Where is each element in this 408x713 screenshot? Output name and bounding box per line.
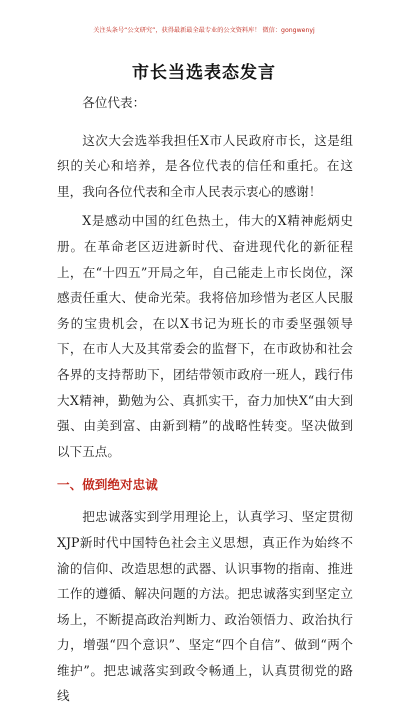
- paragraph-commitment: X是感动中国的红色热土，伟大的X精神彪炳史册。在革命老区迈进新时代、奋进现代化的新征程上，在“十四五”开局之年，自己能走上市长岗位，深感责任重大、使命光荣。我将倍加珍惜为老区人民服务的宝贵机会，在以X书记为班长的市委坚强领导下，在市人大及其常委会的监督下，在市政协和社会各界的支持帮助下，团结带领市政府一班人，践行伟大X精神，勤勉为公、真抓实干，奋力加快X“由大到强、由美到富、由新到精”的战略性转变。坚决做到以下五点。: [57, 213, 353, 459]
- document-title: 市长当选表态发言: [132, 63, 276, 83]
- paragraph-thanks: 这次大会选举我担任X市人民政府市长，这是组织的关心和培养，是各位代表的信任和重托。在这里，我向各位代表和全市人民表示衷心的感谢！: [57, 132, 353, 199]
- paragraph-loyalty: 把忠诚落实到学用理论上，认真学习、坚定贯彻XJP新时代中国特色社会主义思想，真正作为始终不渝的信仰、改造思想的武器、认识事物的指南、推进工作的遵循、解决问题的方法。把忠诚落实到坚定立场上，不断提高政治判断力、政治领悟力、政治执行力，增强“四个意识”、坚定“四个自信”、做到“两个维护”。把忠诚落实到政令畅通上，认真贯彻党的路线: [57, 509, 353, 704]
- section-heading-loyalty: 一、做到绝对忠诚: [57, 477, 158, 493]
- salutation: 各位代表：: [82, 95, 146, 110]
- document-body: [57, 90, 353, 713]
- header-banner: 关注头条号“公文研究”，获得最新最全最专业的公文资料库！ 微信：gongwenyj: [93, 27, 315, 34]
